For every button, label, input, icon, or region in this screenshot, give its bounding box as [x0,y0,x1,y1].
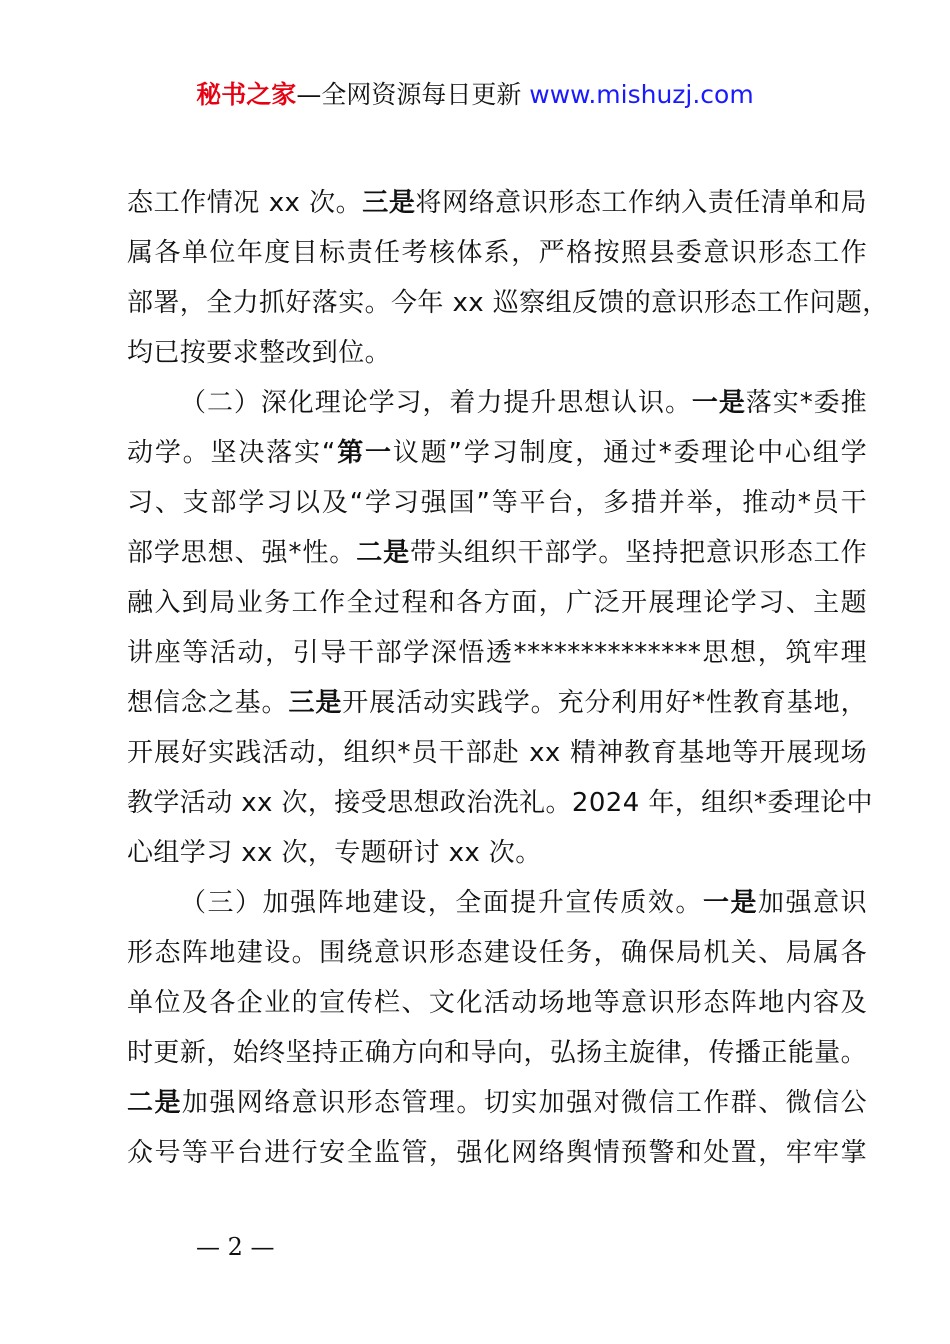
text-line [127,728,867,778]
text-segment: 开展好实践活动，组织*员干部赴 xx 精神教育基地等开展现场 [127,738,867,768]
text-line [127,428,867,478]
text-segment: 教学活动 xx 次，接受思想政治洗礼。2024 年，组织*委理论中 [127,788,873,818]
document-body [127,178,889,1178]
text-line [127,278,889,328]
text-segment: 想信念之基。 [127,688,289,718]
text-line [127,1078,867,1128]
text-segment: 议题”学习制度，通过*委理论中心组学 [392,438,868,468]
text-segment: （三）加强阵地建设，全面提升宣传质效。 [180,888,703,918]
text-segment: 单位及各企业的宣传栏、文化活动场地等意识形态阵地内容及 [127,988,867,1018]
text-line [127,578,867,628]
text-segment: 动学。坚决落实“ [127,438,336,468]
text-segment: 属各单位年度目标责任考核体系，严格按照县委意识形态工作 [127,238,867,268]
bold-lead-phrase: 一是 [702,888,759,918]
text-segment: 融入到局业务工作全过程和各方面，广泛开展理论学习、主题 [127,588,867,618]
text-line [127,978,867,1028]
text-line [127,628,867,678]
text-line [127,928,867,978]
text-line [127,678,867,728]
text-segment: 落实*委推 [745,388,867,418]
text-segment: 部学思想、强*性。 [127,538,357,568]
text-line [127,1028,867,1078]
text-line [127,378,867,428]
text-line [127,778,873,828]
text-line [127,328,867,378]
text-segment: 加强网络意识形态管理。切实加强对微信工作群、微信公 [181,1088,867,1118]
bold-lead-phrase: 二是 [356,538,411,568]
text-segment: 态工作情况 xx 次。 [127,188,363,218]
bold-lead-phrase: 第一 [335,438,393,468]
page-number: — 2 — [196,1233,275,1261]
bold-lead-phrase: 三是 [362,188,416,218]
text-segment: 讲座等活动，引导干部学深悟透**************思想，筑牢理 [127,638,867,668]
bold-lead-phrase: 一是 [691,388,746,418]
text-segment: 加强意识 [758,888,867,918]
site-url-link[interactable]: www.mishuzj.com [529,80,754,109]
text-line [127,528,867,578]
text-segment: 众号等平台进行安全监管，强化网络舆情预警和处置，牢牢掌 [127,1138,867,1168]
text-segment: 开展活动实践学。充分利用好*性教育基地， [342,688,867,718]
text-segment: 习、支部学习以及“学习强国”等平台，多措并举，推动*员干 [127,488,867,518]
text-segment: 形态阵地建设。围绕意识形态建设任务，确保局机关、局属各 [127,938,867,968]
text-segment: 时更新，始终坚持正确方向和导向，弘扬主旋律，传播正能量。 [127,1038,867,1068]
text-line [127,178,867,228]
text-line [127,228,867,278]
text-line [127,878,867,928]
site-tagline: —全网资源每日更新 [296,80,522,109]
text-line [127,1128,867,1178]
text-segment: 均已按要求整改到位。 [127,338,392,368]
text-line [127,478,867,528]
text-segment: 带头组织干部学。坚持把意识形态工作 [410,538,867,568]
text-segment: 部署，全力抓好落实。今年 xx 巡察组反馈的意识形态工作问题， [127,288,889,318]
text-segment: 心组学习 xx 次，专题研讨 xx 次。 [127,838,542,868]
text-line [127,828,867,878]
bold-lead-phrase: 二是 [127,1088,182,1118]
site-header [0,78,950,112]
site-brand: 秘书之家 [196,80,297,109]
text-segment: （二）深化理论学习，着力提升思想认识。 [180,388,692,418]
bold-lead-phrase: 三是 [288,688,343,718]
text-segment: 将网络意识形态工作纳入责任清单和局 [415,188,867,218]
